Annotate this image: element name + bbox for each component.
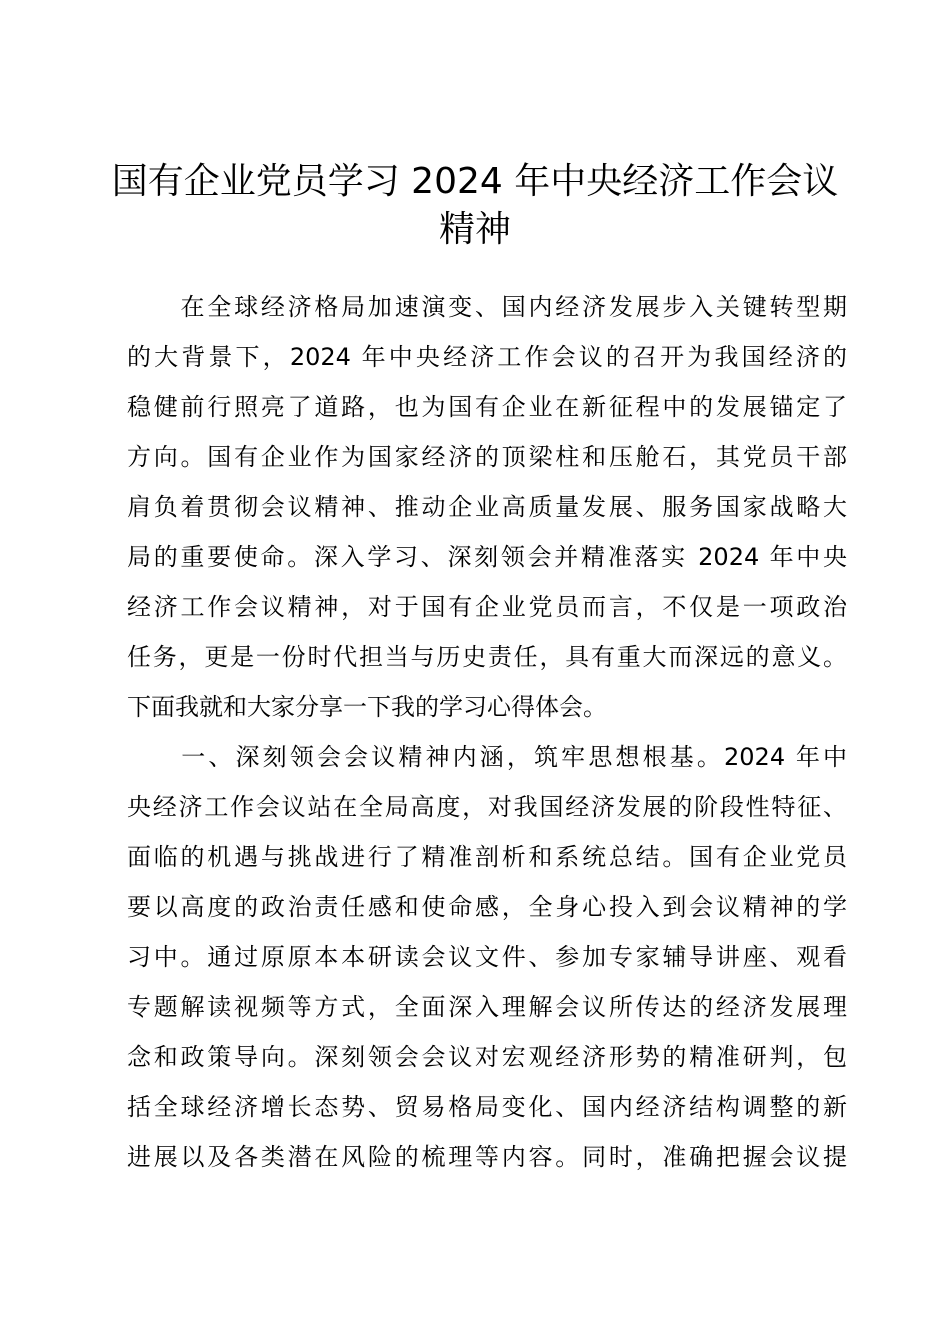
- text-line: 习中。通过原原本本研读会议文件、参加专家辅导讲座、观看: [127, 943, 847, 971]
- paragraph-intro: [127, 282, 847, 732]
- document-title-line-1: 国有企业党员学习 2024 年中央经济工作会议: [111, 161, 839, 202]
- text-line: 在全球经济格局加速演变、国内经济发展步入关键转型期: [127, 293, 847, 321]
- text-line: 任务，更是一份时代担当与历史责任，具有重大而深远的意义。: [127, 643, 847, 671]
- text-line: 肩负着贯彻会议精神、推动企业高质量发展、服务国家战略大: [127, 493, 847, 521]
- text-line: 经济工作会议精神，对于国有企业党员而言，不仅是一项政治: [127, 593, 847, 621]
- text-line: 括全球经济增长态势、贸易格局变化、国内经济结构调整的新: [127, 1093, 847, 1121]
- text-line: 稳健前行照亮了道路，也为国有企业在新征程中的发展锚定了: [127, 393, 847, 421]
- text-line: 一、深刻领会会议精神内涵，筑牢思想根基。2024 年中: [127, 743, 847, 771]
- document-body: [127, 282, 847, 1182]
- text-line: 面临的机遇与挑战进行了精准剖析和系统总结。国有企业党员: [127, 843, 847, 871]
- text-line: 要以高度的政治责任感和使命感，全身心投入到会议精神的学: [127, 893, 847, 921]
- text-line: 下面我就和大家分享一下我的学习心得体会。: [127, 693, 607, 721]
- paragraph-section-one: [127, 732, 847, 1182]
- text-line: 央经济工作会议站在全局高度，对我国经济发展的阶段性特征、: [127, 793, 847, 821]
- document-title-line-2: 精神: [438, 209, 511, 250]
- text-line: 的大背景下，2024 年中央经济工作会议的召开为我国经济的: [127, 343, 847, 371]
- text-line: 方向。国有企业作为国家经济的顶梁柱和压舱石，其党员干部: [127, 443, 847, 471]
- text-line: 进展以及各类潜在风险的梳理等内容。同时，准确把握会议提: [127, 1143, 847, 1171]
- text-line: 专题解读视频等方式，全面深入理解会议所传达的经济发展理: [127, 993, 847, 1021]
- text-line: 念和政策导向。深刻领会会议对宏观经济形势的精准研判，包: [127, 1043, 847, 1071]
- text-line: 局的重要使命。深入学习、深刻领会并精准落实 2024 年中央: [127, 543, 847, 571]
